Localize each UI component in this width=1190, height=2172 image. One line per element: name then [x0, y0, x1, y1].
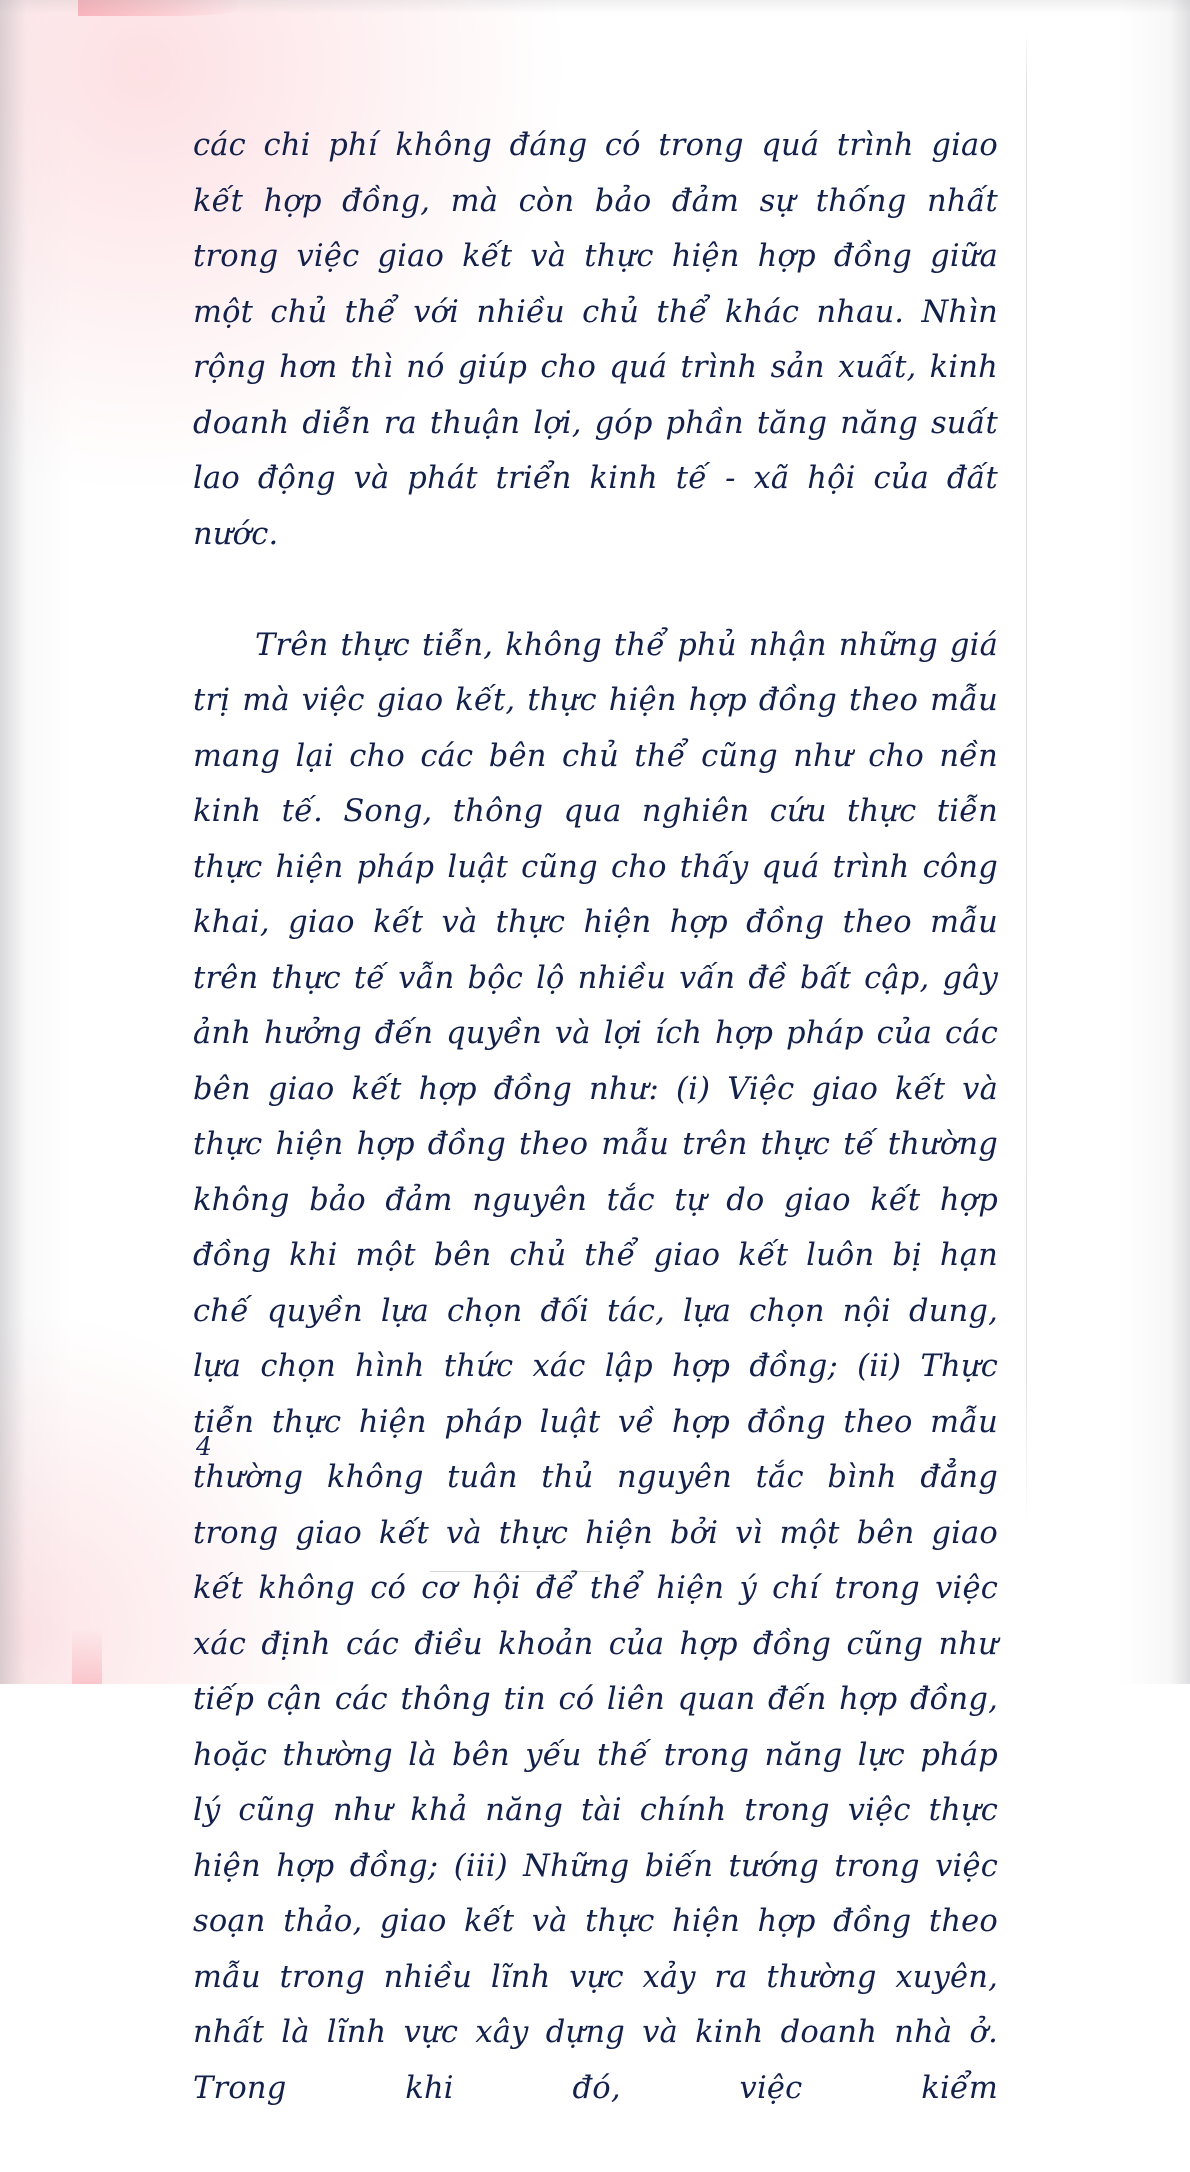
page-edge-shadow-top [0, 0, 1190, 14]
paragraph-1: các chi phí không đáng có trong quá trình giao kết hợp đồng, mà còn bảo đảm sự thống nhất trong việc giao kết và thực hiện hợp đồng giữa một chủ thể với nhiều chủ thể khác nhau. Nhìn rộng hơn thì nó giúp cho quá trình sản xuất, kinh doanh diễn ra thuận lợi, góp phần tăng năng suất lao động và phát triển kinh tế - xã hội của đất nước. [193, 128, 998, 552]
scan-edge-line [1026, 30, 1027, 1530]
page-body-text [193, 118, 998, 2172]
scan-artifact-bottom-left [72, 1628, 102, 1684]
page-edge-shadow-left [0, 0, 26, 1684]
scan-artifact-top-left [78, 0, 238, 16]
page-number: 4 [196, 1432, 212, 1461]
paragraph-2: Trên thực tiễn, không thể phủ nhận những giá trị mà việc giao kết, thực hiện hợp đồng theo mẫu mang lại cho các bên chủ thể cũng như cho nền kinh tế. Song, thông qua nghiên cứu thực tiễn thực hiện pháp luật cũng cho thấy quá trình công khai, giao kết và thực hiện hợp đồng theo mẫu trên thực tế vẫn bộc lộ nhiều vấn đề bất cập, gây ảnh hưởng đến quyền và lợi ích hợp pháp của các bên giao kết hợp đồng như: (i) Việc giao kết và thực hiện hợp đồng theo mẫu trên thực tế thường không bảo đảm nguyên tắc tự do giao kết hợp đồng khi một bên chủ thể giao kết luôn bị hạn chế quyền lựa chọn đối tác, lựa chọn nội dung, lựa chọn hình thức xác lập hợp đồng; (ii) Thực tiễn thực hiện pháp luật về hợp đồng theo mẫu thường không tuân thủ nguyên tắc bình đẳng trong giao kết và thực hiện bởi vì một bên giao kết không có cơ hội để thể hiện ý chí trong việc xác định các điều khoản của hợp đồng cũng như tiếp cận các thông tin có liên quan đến hợp đồng, hoặc thường là bên yếu thế trong năng lực pháp lý cũng như khả năng tài chính trong việc thực hiện hợp đồng; (iii) Những biến tướng trong việc soạn thảo, giao kết và thực hiện hợp đồng theo mẫu trong nhiều lĩnh vực xảy ra thường xuyên, nhất là lĩnh vực xây dựng và kinh doanh nhà ở. Trong khi đó, việc kiểm [193, 627, 998, 2106]
page-edge-shadow-right [1170, 0, 1190, 1684]
